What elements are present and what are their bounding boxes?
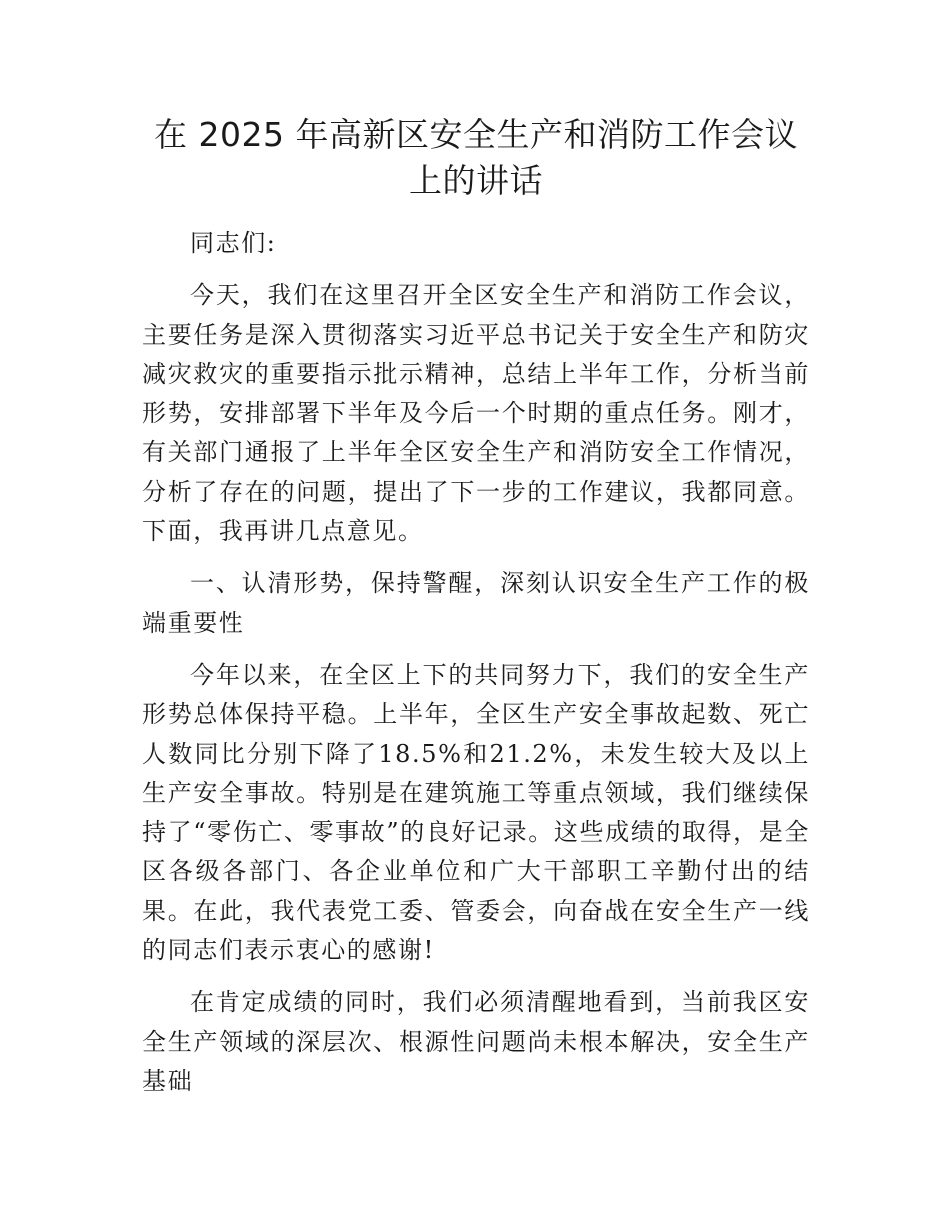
paragraph-problems: 在肯定成绩的同时，我们必须清醒地看到，当前我区安全生产领域的深层次、根源性问题尚未根本解决，安全生产基础 — [142, 988, 810, 1095]
paragraph-opening: 今天，我们在这里召开全区安全生产和消防工作会议，主要任务是深入贯彻落实习近平总书记关于安全生产和防灾减灾救灾的重要指示批示精神，总结上半年工作，分析当前形势，安排部署下半年及今后一个时期的重点任务。刚才，有关部门通报了上半年全区安全生产和消防安全工作情况，分析了存在的问题，提出了下一步的工作建议，我都同意。下面，我再讲几点意见。 — [142, 281, 810, 546]
paragraph-achievements: 今年以来，在全区上下的共同努力下，我们的安全生产形势总体保持平稳。上半年，全区生产安全事故起数、死亡人数同比分别下降了18.5%和21.2%，未发生较大及以上生产安全事故。特别是在建筑施工等重点领域，我们继续保持了“零伤亡、零事故”的良好记录。这些成绩的取得，是全区各级各部门、各企业单位和广大干部职工辛勤付出的结果。在此，我代表党工委、管委会，向奋战在安全生产一线的同志们表示衷心的感谢! — [142, 660, 810, 965]
section-heading-one: 一、认清形势，保持警醒，深刻认识安全生产工作的极端重要性 — [142, 569, 810, 637]
document-title: 在 2025 年高新区安全生产和消防工作会议上的讲话 — [154, 115, 798, 200]
salutation: 同志们: — [190, 229, 277, 257]
